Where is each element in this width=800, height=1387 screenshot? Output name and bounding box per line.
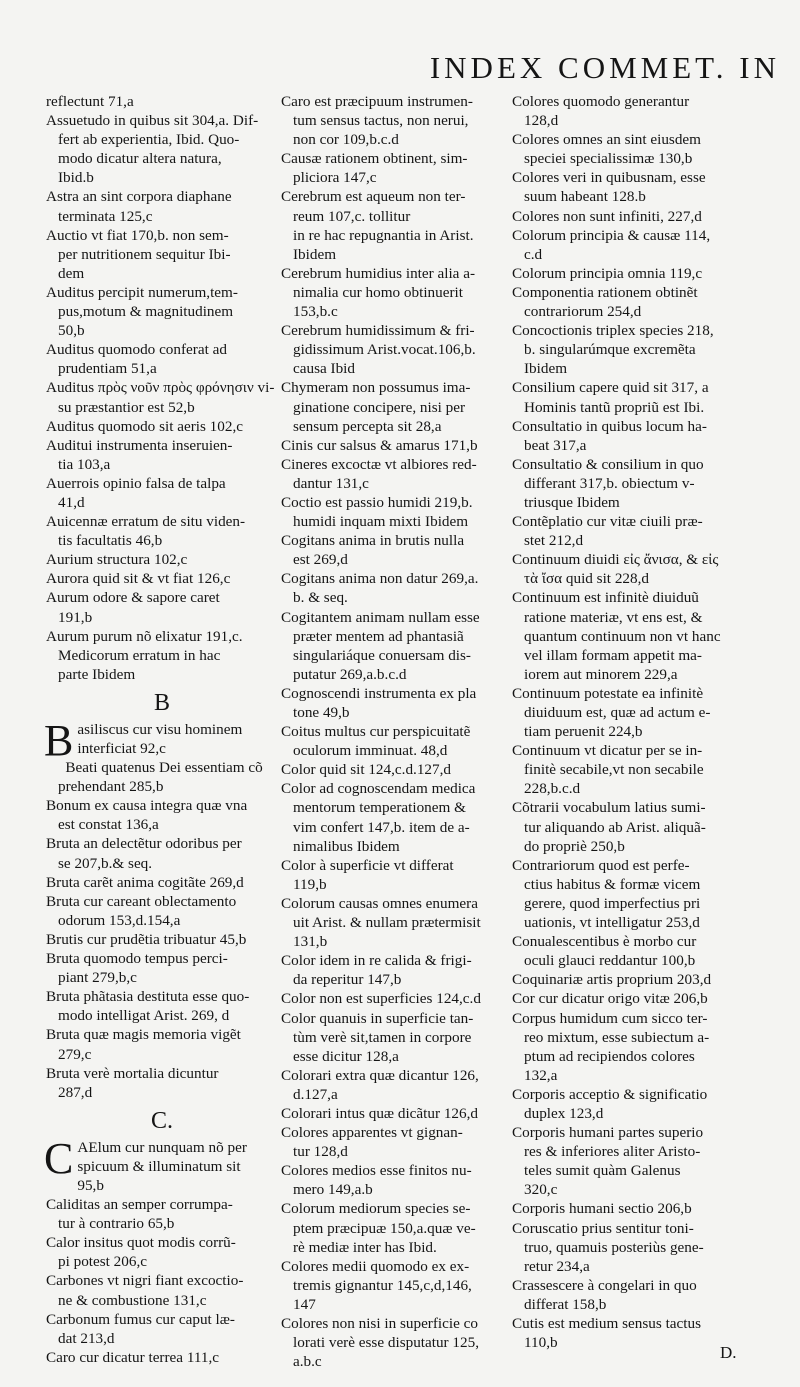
index-entry-line: Cutis est medium sensus tactus <box>512 1315 701 1332</box>
index-entry-line: triusque Ibidem <box>524 493 620 511</box>
index-entry <box>281 989 507 1008</box>
index-entry <box>281 531 507 569</box>
index-entry-line: Auerrois opinio falsa de talpa <box>46 474 226 492</box>
index-column-2 <box>281 92 507 1371</box>
index-entry-line: Colorum mediorum species se- <box>281 1200 471 1218</box>
index-entry-line: 153,b.c <box>293 303 338 321</box>
index-entry-line: Carbones vt nigri fiant excoctio- <box>46 1272 244 1290</box>
index-entry-line: piant 279,b,c <box>58 969 137 987</box>
index-entry-line: parte Ibidem <box>58 665 136 683</box>
index-entry-line: 131,b <box>293 933 328 951</box>
index-entry <box>512 588 776 683</box>
index-entry <box>512 226 776 264</box>
index-entry <box>281 1199 507 1256</box>
index-column-3 <box>512 92 776 1352</box>
index-entry-line: finitè secabile,vt non secabile <box>524 761 704 779</box>
index-entry <box>46 1271 278 1309</box>
index-entry-line: singulariáque conuersam dis- <box>293 646 471 664</box>
index-entry-line: 50,b <box>58 322 85 340</box>
index-entry-line: Cor cur dicatur origo vitæ 206,b <box>512 990 708 1008</box>
index-entry-line: gidissimum Arist.vocat.106,b. <box>293 341 476 359</box>
index-entry <box>512 168 776 206</box>
index-entry <box>46 436 278 474</box>
index-entry-line: Bruta an delectẽtur odoribus per <box>46 835 242 853</box>
index-entry-line: Bruta quæ magis memoria vigẽt <box>46 1026 241 1044</box>
index-entry-line: Color quid sit 124,c.d.127,d <box>281 761 452 779</box>
index-entry-line: Consultatio in quibus locum ha- <box>512 417 707 435</box>
index-entry <box>281 722 507 760</box>
index-entry <box>281 569 507 607</box>
index-entry-line: 320,c <box>524 1181 558 1199</box>
index-entry-line: tur 128,d <box>293 1143 348 1161</box>
index-entry <box>512 1123 776 1199</box>
index-entry-line: Color quanuis in superficie tan- <box>281 1009 474 1027</box>
index-entry-line: Cogitans anima non datur 269,a. <box>281 570 479 588</box>
index-entry-line: Bruta verè mortalia dicuntur <box>46 1064 219 1082</box>
index-entry-line: Colorum principia & causæ 114, <box>512 226 711 244</box>
index-entry <box>46 627 278 684</box>
index-entry-line: vim confert 147,b. item de a- <box>293 818 470 836</box>
index-entry-line: Coitus multus cur perspicuitatẽ <box>281 723 471 741</box>
index-entry <box>281 1161 507 1199</box>
index-entry-line: nimalia cur homo obtinuerit <box>293 283 463 301</box>
index-entry <box>281 455 507 493</box>
index-entry-line: humidi inquam mixti Ibidem <box>293 513 469 531</box>
index-entry <box>46 1233 278 1271</box>
index-entry <box>281 264 507 321</box>
index-entry <box>281 951 507 989</box>
index-entry-line: Componentia rationem obtinẽt <box>512 283 698 301</box>
index-entry-line: Cogitans anima in brutis nulla <box>281 532 465 550</box>
index-entry-line: uit Arist. & nullam prætermisit <box>293 914 481 932</box>
index-entry-line: causa Ibid <box>293 360 355 378</box>
index-entry <box>512 92 776 130</box>
index-entry <box>512 932 776 970</box>
index-entry-line: Auditus quomodo conferat ad <box>46 341 227 359</box>
index-entry-line: prehendant 285,b <box>58 778 164 796</box>
index-entry-line: non cor 109,b.c.d <box>293 131 399 149</box>
index-entry <box>46 1025 278 1063</box>
index-entry-line: tur à contrario 65,b <box>58 1215 175 1233</box>
index-entry-line: sensum percepta sit 28,a <box>293 417 442 435</box>
catchword: D. <box>720 1343 737 1362</box>
index-entry-line: tis facultatis 46,b <box>58 532 163 550</box>
page-title: INDEX COMMET. IN <box>429 50 780 85</box>
index-entry-line: diuiduum est, quæ ad actum e- <box>524 704 711 721</box>
index-entry-line: Cinis cur salsus & amarus 171,b <box>281 436 478 454</box>
index-entry <box>46 758 278 796</box>
index-entry-line: est constat 136,a <box>58 816 159 834</box>
index-entry-line: iorem aut minorem 229,a <box>524 665 678 683</box>
index-entry-line: Cogitantem animam nullam esse <box>281 608 480 626</box>
index-entry-line: ctius habitus & formæ vicem <box>524 875 701 893</box>
index-entry-line: terminata 125,c <box>58 207 153 225</box>
index-entry-line: tùm verè sit,tamen in corpore <box>293 1028 472 1046</box>
index-entry-line: contrariorum 254,d <box>524 303 642 321</box>
index-entry-line: Bruta quomodo tempus perci- <box>46 950 228 968</box>
index-entry-line: Colores veri in quibusnam, esse <box>512 169 706 187</box>
index-entry-line: mero 149,a.b <box>293 1181 373 1199</box>
index-entry-line: Coctio est passio humidi 219,b. <box>281 493 473 511</box>
index-entry <box>46 796 278 834</box>
index-entry-line: Chymeram non possumus ima- <box>281 379 471 397</box>
index-entry-line: da reperitur 147,b <box>293 971 402 989</box>
index-entry-line: 128,d <box>524 112 559 130</box>
index-entry <box>281 1104 507 1123</box>
index-entry-line: stet 212,d <box>524 532 584 550</box>
index-entry <box>281 894 507 951</box>
index-entry-line: differat 158,b <box>524 1295 607 1313</box>
index-entry-line: tremis gignantur 145,c,d,146, <box>293 1276 472 1294</box>
index-entry <box>46 417 278 436</box>
index-entry-line: ptum ad recipiendos colores <box>524 1047 695 1065</box>
index-entry-line: Medicorum erratum in hac <box>58 646 221 664</box>
index-entry <box>46 892 278 930</box>
index-entry-line: Colorum causas omnes enumera <box>281 894 478 912</box>
index-entry-line: τὰ ἴσα quid sit 228,d <box>524 570 650 588</box>
index-entry <box>281 1009 507 1066</box>
index-entry-line: Corporis acceptio & significatio <box>512 1085 708 1103</box>
index-entry <box>281 608 507 684</box>
index-entry-line: ne & combustione 131,c <box>58 1291 207 1309</box>
index-entry-line: Beati quatenus Dei essentiam cõ <box>65 759 263 777</box>
index-entry-line: Bonum ex causa integra quæ vna <box>46 797 248 815</box>
index-entry <box>281 149 507 187</box>
index-entry <box>281 92 507 149</box>
index-entry-line: tia 103,a <box>58 455 111 473</box>
index-entry <box>512 970 776 989</box>
index-entry <box>46 378 278 416</box>
section-letter: B <box>153 689 170 716</box>
index-entry-line: Cognoscendi instrumenta ex pla <box>281 684 477 702</box>
index-entry-line: Aurora quid sit & vt fiat 126,c <box>46 570 231 588</box>
index-entry-line: Consultatio & consilium in quo <box>512 455 704 473</box>
index-entry-line: Color à superficie vt differat <box>281 856 454 874</box>
index-entry <box>512 1085 776 1123</box>
index-entry <box>281 187 507 263</box>
index-entry-line: vel illam formam appetit ma- <box>524 646 702 664</box>
index-entry <box>281 856 507 894</box>
index-entry-line: odorum 153,d.154,a <box>58 911 181 929</box>
index-entry-line: AElum cur nunquam nõ per <box>77 1138 247 1156</box>
index-entry <box>46 1064 278 1102</box>
index-entry-line: Caliditas an semper corrumpa- <box>46 1196 233 1214</box>
index-entry-line: Colores quomodo generantur <box>512 93 690 110</box>
index-entry-line: Aurum purum nõ elixatur 191,c. <box>46 627 243 645</box>
index-entry-line: oculi glauci reddantur 100,b <box>524 952 696 970</box>
index-entry-line: lorati verè esse disputatur 125, <box>293 1334 479 1352</box>
index-column-1 <box>46 92 278 1367</box>
index-entry-line: differant 317,b. obiectum v- <box>524 474 695 492</box>
index-entry-line: nimalibus Ibidem <box>293 837 400 855</box>
index-entry-line: Causæ rationem obtinent, sim- <box>281 150 468 168</box>
index-entry <box>512 1219 776 1276</box>
index-entry <box>512 741 776 798</box>
index-entry-line: præter mentem ad phantasiã <box>293 627 464 645</box>
index-entry-line: Cerebrum humidissimum & fri- <box>281 322 475 340</box>
index-entry <box>281 1314 507 1371</box>
index-entry <box>281 436 507 455</box>
index-entry-line: 228,b.c.d <box>524 780 581 798</box>
index-entry-line: Caro est præcipuum instrumen- <box>281 93 473 110</box>
index-entry <box>281 321 507 378</box>
index-entry-line: Colores non sunt infiniti, 227,d <box>512 207 702 225</box>
index-entry-line: 41,d <box>58 493 85 511</box>
index-entry <box>281 1066 507 1104</box>
index-entry-line: Ibidem <box>524 360 568 378</box>
index-entry-line: Auditus percipit numerum,tem- <box>46 283 238 301</box>
index-entry-line: rè mediæ inter has Ibid. <box>293 1238 437 1256</box>
index-entry-line: Color non est superficies 124,c.d <box>281 990 481 1008</box>
index-entry <box>46 340 278 378</box>
index-entry-line: 110,b <box>524 1334 558 1352</box>
index-entry-line: Auicennæ erratum de situ viden- <box>46 513 246 531</box>
index-entry <box>46 92 278 111</box>
index-entry <box>46 1348 278 1367</box>
index-entry-line: mentorum temperationem & <box>293 799 466 817</box>
index-entry <box>46 187 278 225</box>
index-entry-line: quantum continuum non vt hanc <box>524 627 721 645</box>
index-entry-line: Ibid.b <box>58 169 94 187</box>
index-entry-line: Brutis cur prudẽtia tribuatur 45,b <box>46 930 247 948</box>
index-entry <box>44 1133 278 1195</box>
index-entry <box>512 1276 776 1314</box>
index-entry-line: Colorari intus quæ dicãtur 126,d <box>281 1104 478 1122</box>
index-entry-line: Colores medii quomodo ex ex- <box>281 1257 470 1275</box>
index-entry-line: Conualescentibus è morbo cur <box>512 933 697 951</box>
index-entry-line: Auditus πρὸς νοῦν πρὸς φρόνησιν vi- <box>46 379 275 397</box>
index-entry-line: Calor insitus quot modis corrũ- <box>46 1234 236 1252</box>
index-entry-line: Ibidem <box>293 245 337 263</box>
drop-cap: B <box>44 715 74 765</box>
index-entry-line: Colores omnes an sint eiusdem <box>512 131 701 149</box>
index-entry-line: tum sensus tactus, non nerui, <box>293 112 469 130</box>
index-entry-line: Colores apparentes vt gignan- <box>281 1124 463 1142</box>
index-entry-line: Cõtrarii vocabulum latius sumi- <box>512 799 706 817</box>
index-entry-line: reum 107,c. tollitur <box>293 207 411 225</box>
index-entry-line: Coquinariæ artis proprium 203,d <box>512 971 712 989</box>
index-entry <box>512 378 776 416</box>
index-entry-line: Contẽplatio cur vitæ ciuili præ- <box>512 513 703 531</box>
index-entry <box>512 989 776 1008</box>
index-entry <box>46 226 278 283</box>
index-entry-line: modo dicatur altera natura, <box>58 150 222 168</box>
index-entry-line: modo intelligat Arist. 269, d <box>58 1007 230 1025</box>
index-entry-line: Auctio vt fiat 170,b. non sem- <box>46 226 229 244</box>
index-entry-line: oculorum imminuat. 48,d <box>293 742 448 760</box>
index-entry-line: Crassescere à congelari in quo <box>512 1276 697 1294</box>
index-entry-line: Colores medios esse finitos nu- <box>281 1162 472 1180</box>
index-entry <box>512 321 776 378</box>
index-entry-line: dantur 131,c <box>293 474 369 492</box>
index-entry <box>512 798 776 855</box>
index-entry-line: Corpus humidum cum sicco ter- <box>512 1009 708 1027</box>
index-entry-line: 95,b <box>77 1176 104 1194</box>
index-entry <box>46 474 278 512</box>
index-entry-line: pi potest 206,c <box>58 1253 148 1271</box>
index-entry-line: uationis, vt intelligatur 253,d <box>524 914 700 932</box>
index-entry-line: est 269,d <box>293 551 348 569</box>
index-entry-line: su præstantior est 52,b <box>58 398 195 416</box>
index-entry <box>46 873 278 892</box>
index-entry-line: Color idem in re calida & frigi- <box>281 952 472 970</box>
index-entry-line: Continuum diuidi εἰς ἄνισα, & εἰς <box>512 551 719 569</box>
index-entry <box>46 283 278 340</box>
index-entry <box>46 512 278 550</box>
index-entry-line: Astra an sint corpora diaphane <box>46 188 232 206</box>
index-entry-line: Bruta phãtasia destituta esse quo- <box>46 988 250 1006</box>
index-entry-line: 287,d <box>58 1083 93 1101</box>
index-entry-line: per nutritionem sequitur Ibi- <box>58 245 231 263</box>
index-entry <box>281 378 507 435</box>
index-entry-line: 191,b <box>58 608 93 626</box>
index-entry-line: Hominis tantũ propriũ est Ibi. <box>524 398 705 416</box>
index-entry-line: Corporis humani partes superio <box>512 1124 704 1142</box>
index-entry <box>281 779 507 855</box>
index-entry-line: se 207,b.& seq. <box>58 854 153 872</box>
index-entry-line: reflectunt 71,a <box>46 93 134 110</box>
section-letter: C. <box>150 1107 173 1134</box>
index-entry-line: Coruscatio prius sentitur toni- <box>512 1219 694 1237</box>
index-entry <box>512 207 776 226</box>
index-entry-line: prudentiam 51,a <box>58 360 157 378</box>
index-entry <box>46 834 278 872</box>
index-entry <box>46 1195 278 1233</box>
index-entry <box>512 264 776 283</box>
index-entry-line: pus,motum & magnitudinem <box>58 303 234 321</box>
index-entry-line: Continuum vt dicatur per se in- <box>512 742 703 760</box>
index-entry-line: Contrariorum quod est perfe- <box>512 856 690 874</box>
index-entry <box>46 930 278 949</box>
index-entry <box>512 684 776 741</box>
index-entry <box>512 1199 776 1218</box>
index-entry <box>44 715 278 765</box>
index-entry <box>281 1123 507 1161</box>
index-entry-line: 119,b <box>293 875 327 893</box>
index-entry-line: Cerebrum humidius inter alia a- <box>281 264 476 282</box>
index-entry-line: tiam peruenit 224,b <box>524 723 643 741</box>
index-entry-line: Cerebrum est aqueum non ter- <box>281 188 466 206</box>
index-entry-line: d.127,a <box>293 1085 338 1103</box>
index-entry-line: ginatione concipere, nisi per <box>293 398 466 416</box>
index-entry-line: truo, quamuis posteriùs gene- <box>524 1238 704 1256</box>
index-entry-line: esse dicitur 128,a <box>293 1047 399 1065</box>
index-entry-line: Concoctionis triplex species 218, <box>512 322 714 340</box>
index-entry-line: suum habeant 128.b <box>524 188 646 206</box>
index-entry-line: Carbonum fumus cur caput læ- <box>46 1310 235 1328</box>
index-entry <box>46 588 278 626</box>
index-entry <box>512 130 776 168</box>
index-entry-line: do propriè 250,b <box>524 837 625 855</box>
index-entry-line: speciei specialissimæ 130,b <box>524 150 693 168</box>
index-entry-line: pliciora 147,c <box>293 169 377 187</box>
index-entry <box>46 550 278 569</box>
index-entry-line: gerere, quod imperfectius pri <box>524 894 701 912</box>
index-entry-line: Aurium structura 102,c <box>46 551 188 569</box>
index-entry-line: Auditui instrumenta inseruien- <box>46 436 233 454</box>
index-entry-line: interficiat 92,c <box>77 740 166 757</box>
index-entry-line: beat 317,a <box>524 436 587 454</box>
index-entry-line: spicuum & illuminatum sit <box>77 1157 241 1175</box>
index-entry-line: tone 49,b <box>293 704 350 721</box>
index-entry-line: in re hac repugnantia in Arist. <box>293 226 474 244</box>
index-entry-line: tur aliquando ab Arist. aliquã- <box>524 818 706 836</box>
index-entry <box>512 512 776 550</box>
index-entry <box>46 569 278 588</box>
index-entry-line: asiliscus cur visu hominem <box>77 720 243 738</box>
index-entry-line: b. singularúmque excremẽta <box>524 341 696 359</box>
index-entry <box>281 760 507 779</box>
index-entry-line: 147 <box>293 1295 316 1313</box>
index-entry-line: Continuum est infinitè diuiduũ <box>512 589 699 607</box>
index-entry <box>46 987 278 1025</box>
index-entry-line: duplex 123,d <box>524 1104 604 1122</box>
index-entry-line: dat 213,d <box>58 1329 115 1347</box>
index-entry <box>281 493 507 531</box>
index-entry-line: Auditus quomodo sit aeris 102,c <box>46 417 243 435</box>
index-entry-line: teles sumit quàm Galenus <box>524 1162 681 1180</box>
index-entry-line: Consilium capere quid sit 317, a <box>512 379 709 397</box>
index-entry-line: fert ab experientia, Ibid. Quo- <box>58 131 240 149</box>
index-entry-line: retur 234,a <box>524 1257 590 1275</box>
index-entry <box>281 684 507 722</box>
index-entry <box>46 1310 278 1348</box>
index-entry-line: Aurum odore & sapore caret <box>46 589 220 607</box>
index-entry-line: c.d <box>524 245 543 263</box>
index-entry-line: Caro cur dicatur terrea 111,c <box>46 1348 220 1366</box>
index-entry-line: Corporis humani sectio 206,b <box>512 1200 692 1218</box>
index-entry-line: res & inferiores aliter Aristo- <box>524 1143 701 1161</box>
index-entry-line: 132,a <box>524 1066 558 1084</box>
index-entry-line: 279,c <box>58 1045 92 1063</box>
index-entry-line: Colorum principia omnia 119,c <box>512 264 703 282</box>
index-entry-line: ratione materiæ, vt ens est, & <box>524 608 703 626</box>
index-entry-line: ptem præcipuæ 150,a.quæ ve- <box>293 1219 476 1237</box>
index-entry <box>512 550 776 588</box>
index-entry-line: putatur 269,a.b.c.d <box>293 665 407 683</box>
index-entry <box>46 949 278 987</box>
index-entry-line: Continuum potestate ea infinitè <box>512 684 704 702</box>
index-entry-line: Cineres excoctæ vt albiores red- <box>281 455 477 473</box>
index-entry-line: reo mixtum, esse subiectum a- <box>524 1028 710 1046</box>
index-entry-line: Bruta carẽt anima cogitãte 269,d <box>46 873 244 891</box>
index-entry <box>512 856 776 932</box>
index-entry-line: dem <box>58 264 85 282</box>
index-entry <box>281 1257 507 1314</box>
drop-cap: C <box>44 1133 74 1183</box>
index-entry <box>512 283 776 321</box>
index-entry <box>512 1009 776 1085</box>
index-entry-line: Assuetudo in quibus sit 304,a. Dif- <box>46 112 259 130</box>
index-entry-line: b. & seq. <box>293 589 348 607</box>
index-entry <box>512 455 776 512</box>
index-entry <box>512 417 776 455</box>
index-entry-line: Color ad cognoscendam medica <box>281 780 476 798</box>
index-entry-line: a.b.c <box>293 1353 322 1371</box>
index-entry-line: Bruta cur careant oblectamento <box>46 892 237 910</box>
index-entry <box>46 111 278 187</box>
index-entry-line: Colorari extra quæ dicantur 126, <box>281 1066 479 1084</box>
index-entry-line: Colores non nisi in superficie co <box>281 1315 478 1332</box>
